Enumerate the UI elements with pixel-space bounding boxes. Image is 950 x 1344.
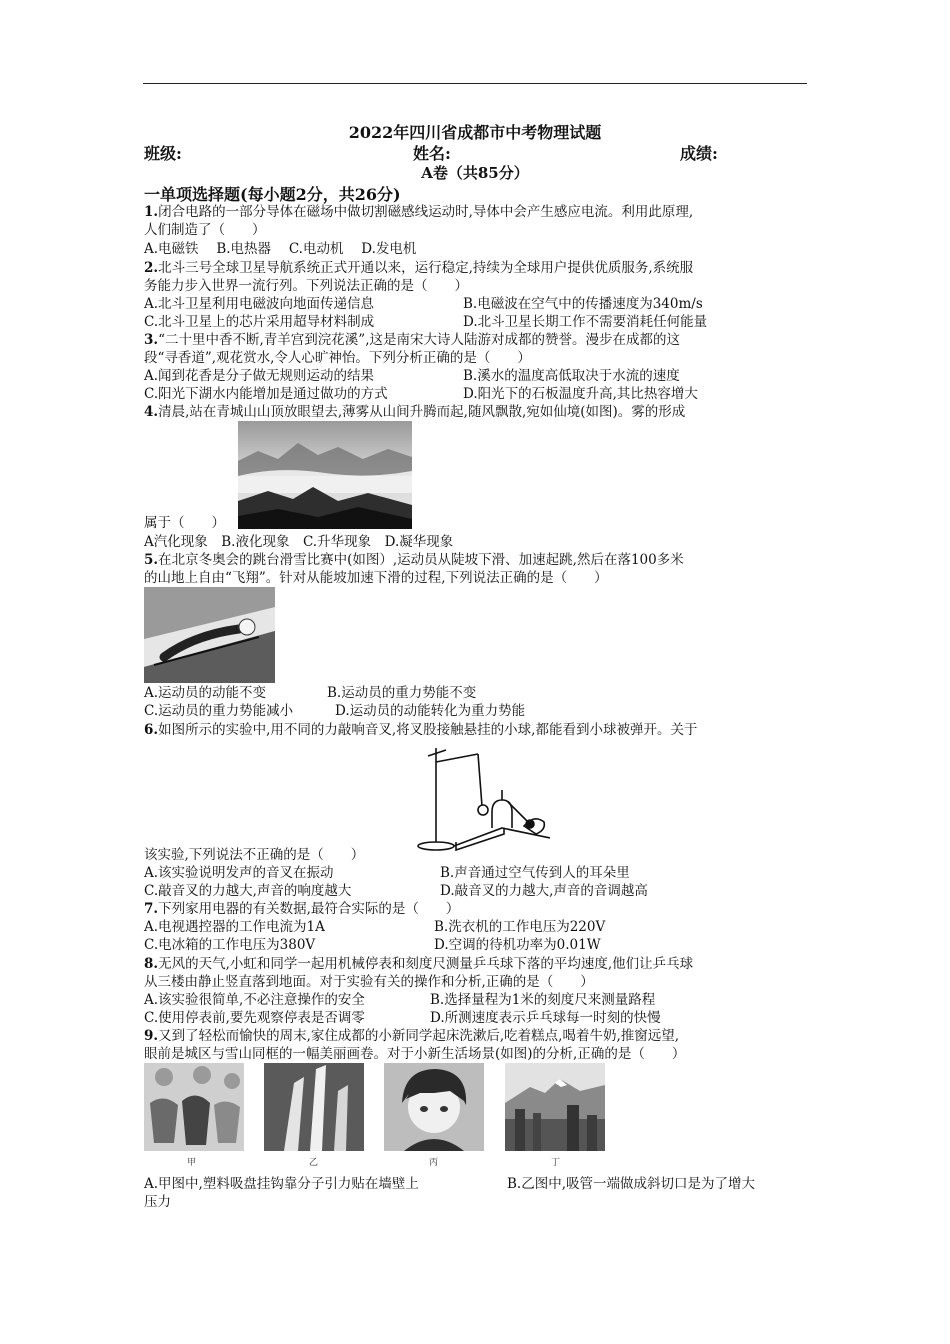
q9-stem-cont: 眼前是城区与雪山同框的一幅美丽画卷。对于小新生活场景(如图)的分析,正确的是（ ） xyxy=(144,1046,686,1062)
q6-option-d: D.敲音叉的力越大,声音的音调越高 xyxy=(440,883,648,899)
q6-stem-cont: 该实验,下列说法不正确的是（ ） xyxy=(144,847,365,863)
name-label: 姓名: xyxy=(413,144,451,163)
q3-option-d: D.阳光下的石板温度升高,其比热容增大 xyxy=(463,386,698,402)
class-label: 班级: xyxy=(144,144,182,163)
section-heading: 一单项选择题(每小题2分，共26分) xyxy=(144,185,401,204)
q3-option-a: A.闻到花香是分子做无规则运动的结果 xyxy=(144,368,375,384)
q5-stem-cont: 的山地上自由“飞翔”。针对从能坡加速下滑的过程,下列说法正确的是（ ） xyxy=(144,570,608,586)
q8-option-d: D.所测速度表示乒乓球每一时刻的快慢 xyxy=(430,1010,661,1026)
city-snow-mountain-photo xyxy=(505,1063,605,1151)
mountain-fog-photo xyxy=(238,421,412,529)
caption-jia: 甲 xyxy=(187,1158,197,1168)
q5-option-d: D.运动员的动能转化为重力势能 xyxy=(335,703,526,719)
q2-option-c: C.北斗卫星上的芯片采用超导材料制成 xyxy=(144,314,375,330)
q2-stem-cont: 务能力步入世界一流行列。下列说法正确的是（ ） xyxy=(144,278,468,294)
q6-option-c: C.敲音叉的力越大,声音的响度越大 xyxy=(144,883,352,899)
page-title: 2022年四川省成都市中考物理试题 xyxy=(348,123,602,142)
q3-option-b: B.溪水的温度高低取决于水流的速度 xyxy=(463,368,680,384)
q4-stem-cont: 属于（ ） xyxy=(144,515,225,531)
q8-option-c: C.使用停表前,要先观察停表是否调零 xyxy=(144,1010,365,1026)
tuning-fork-diagram xyxy=(410,742,550,854)
q7-option-d: D.空调的待机功率为0.01W xyxy=(434,937,601,953)
q6-option-a: A.该实验说明发声的音叉在振动 xyxy=(144,865,334,881)
q6-stem: 6.如图所示的实验中,用不同的力敲响音叉,将叉股接触悬挂的小球,都能看到小球被弹开。关于 xyxy=(144,722,698,738)
q1-stem: 1.闭合电路的一部分导体在磁场中做切割磁感线运动时,导体中会产生感应电流。利用此原理, xyxy=(144,204,694,220)
q9-option-b-cont: 压力 xyxy=(144,1194,171,1210)
q3-stem-cont: 段“寻香道”,观花赏水,令人心旷神怡。下列分析正确的是（ ） xyxy=(144,350,531,366)
q7-option-b: B.洗衣机的工作电压为220V xyxy=(434,919,606,935)
q8-option-a: A.该实验很简单,不必注意操作的安全 xyxy=(144,992,365,1008)
score-label: 成绩: xyxy=(680,144,718,163)
q9-option-a: A.甲图中,塑料吸盘挂钩靠分子引力贴在墙壁上 xyxy=(144,1176,419,1192)
q1-options: A.电磁铁 B.电热器 C.电动机 D.发电机 xyxy=(144,241,417,257)
q3-option-c: C.阳光下湖水内能增加是通过做功的方式 xyxy=(144,386,388,402)
suction-hooks-photo xyxy=(144,1063,244,1151)
q2-option-row: A.北斗卫星利用电磁波向地面传递信息 xyxy=(144,296,375,312)
q7-option-a: A.电视遇控器的工作电流为1A xyxy=(144,919,325,935)
top-rule xyxy=(143,83,807,84)
q3-stem: 3.“二十里中香不断,青羊宫到浣花溪”,这是南宋大诗人陆游对成都的赞誉。漫步在成都的这 xyxy=(144,332,680,348)
q4-options: A汽化现象 B.液化现象 C.升华现象 D.凝华现象 xyxy=(144,534,454,550)
caption-yi: 乙 xyxy=(309,1158,319,1168)
q2-stem: 2.北斗三号全球卫星导航系统正式开通以来，运行稳定,持续为全球用户提供优质服务,系统服 xyxy=(144,260,694,276)
q9-stem: 9.又到了轻松而愉快的周末,家住成都的小新同学起床洗漱后,吃着糕点,喝着牛奶,推窗远望, xyxy=(144,1028,680,1044)
q5-stem: 5.在北京冬奥会的跳台滑雪比赛中(如图）,运动员从陡坡下滑、加速起跳,然后在落100多米 xyxy=(144,552,684,568)
boy-drinking-photo xyxy=(384,1063,484,1151)
q9-option-b: B.乙图中,吸管一端做成斜切口是为了增大 xyxy=(507,1176,756,1192)
q5-option-c: C.运动员的重力势能减小 xyxy=(144,703,294,719)
section-subtitle: A卷（共85分） xyxy=(421,164,529,182)
q5-option-b: B.运动员的重力势能不变 xyxy=(327,685,477,701)
caption-bing: 丙 xyxy=(429,1158,439,1168)
q5-option-a: A.运动员的动能不变 xyxy=(144,685,267,701)
q2-option-d: D.北斗卫星长期工作不需要消耗任何能量 xyxy=(463,314,708,330)
q8-stem: 8.无风的天气,小虹和同学一起用机械停表和刻度尺测量乒乓球下落的平均速度,他们让乒乓球 xyxy=(144,956,694,972)
q2-option-b: B.电磁波在空气中的传播速度为340m/s xyxy=(463,296,703,312)
q8-stem-cont: 从三楼由静止竖直落到地面。对于实验有关的操作和分析,正确的是（ ） xyxy=(144,974,594,990)
q4-stem: 4.清晨,站在青城山山顶放眼望去,薄雾从山间升腾而起,随风飘散,宛如仙境(如图)。雾的形成 xyxy=(144,404,686,420)
straws-photo xyxy=(264,1063,364,1151)
q8-option-b: B.选择量程为1米的刻度尺来测量路程 xyxy=(430,992,656,1008)
caption-ding: 丁 xyxy=(551,1158,561,1168)
ski-jumper-photo xyxy=(144,587,275,683)
q1-stem-cont: 人们制造了（ ） xyxy=(144,222,266,238)
q7-stem: 7.下列家用电器的有关数据,最符合实际的是（ ） xyxy=(144,901,460,917)
q6-option-b: B.声音通过空气传到人的耳朵里 xyxy=(440,865,630,881)
q7-option-c: C.电冰箱的工作电压为380V xyxy=(144,937,316,953)
